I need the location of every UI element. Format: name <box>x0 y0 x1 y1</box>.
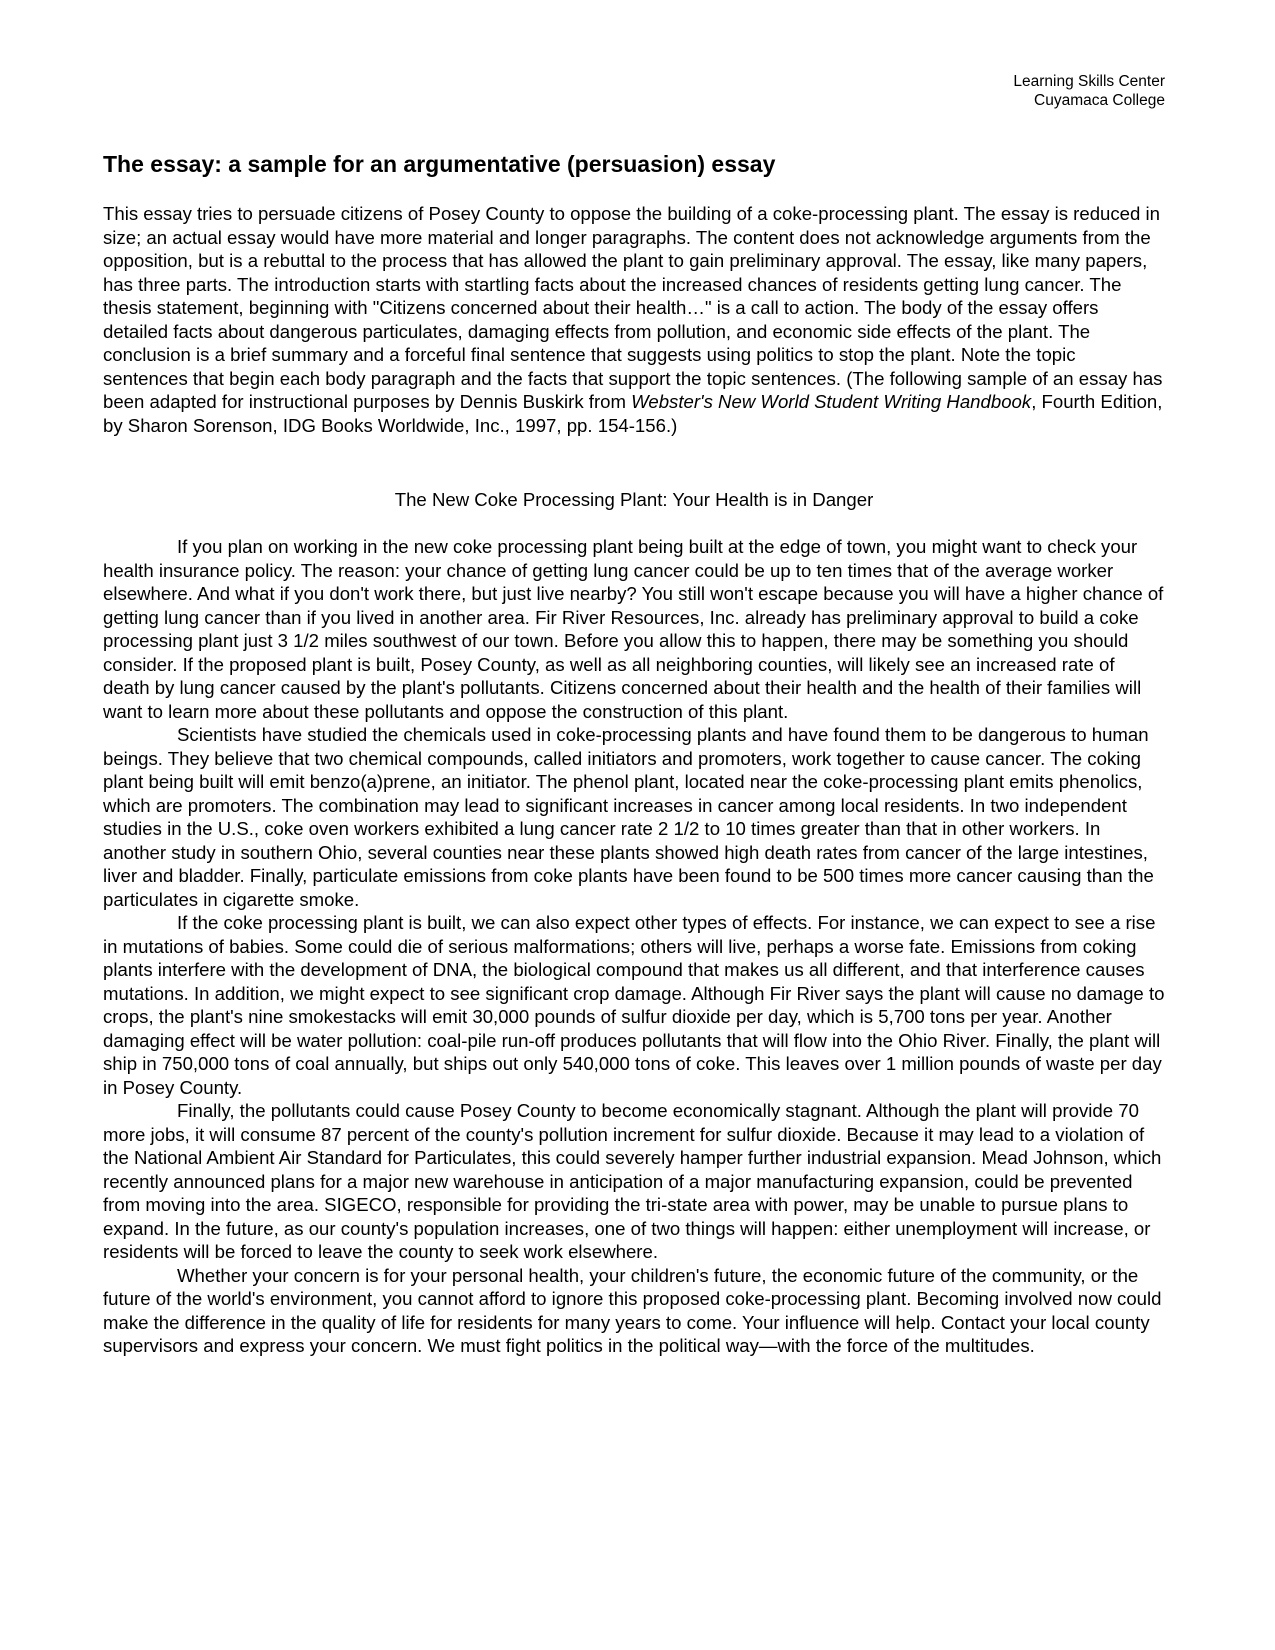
page-header <box>1013 72 1165 110</box>
essay-paragraph-conclusion: Whether your concern is for your personal health, your children's future, the economic future of the community, or the future of the world's environment, you cannot afford to ignore this proposed coke-processing plant. Becoming involved now could make the difference in the quality of life for residents for many years to come. Your influence will help. Contact your local county supervisors and express your concern. We must fight politics in the political way—with the force of the multitudes. <box>103 1264 1162 1356</box>
essay-title: The New Coke Processing Plant: Your Health is in Danger <box>394 489 874 510</box>
essay-paragraph-introduction: If you plan on working in the new coke processing plant being built at the edge of town, you might want to check your health insurance policy. The reason: your chance of getting lung cancer could be up to ten times that of the average worker elsewhere. And what if you don't work there, but just live nearby? You still won't escape because you will have a higher chance of getting lung cancer than if you lived in another area. Fir River Resources, Inc. already has preliminary approval to build a coke processing plant just 3 1/2 miles southwest of our town. Before you allow this to happen, there may be something you should consider. If the proposed plant is built, Posey County, as well as all neighboring counties, will likely see an increased rate of death by lung cancer caused by the plant's pollutants. Citizens concerned about their health and the health of their families will want to learn more about these pollutants and oppose the construction of this plant. <box>103 536 1164 722</box>
document-title: The essay: a sample for an argumentative (persuasion) essay <box>103 151 776 177</box>
essay-paragraph-other-effects: If the coke processing plant is built, we can also expect other types of effects. For instance, we can expect to see a rise in mutations of babies. Some could die of serious malformations; others will live, perhaps a worse fate. Emissions from coking plants interfere with the development of DNA, the biological compound that makes us all different, and that interference causes mutations. In addition, we might expect to see significant crop damage. Although Fir River says the plant will cause no damage to crops, the plant's nine smokestacks will emit 30,000 pounds of sulfur dioxide per day, which is 5,700 tons per year. Another damaging effect will be water pollution: coal-pile run-off produces pollutants that will flow into the Ohio River. Finally, the plant will ship in 750,000 tons of coal annually, but ships out only 540,000 tons of coke. This leaves over 1 million pounds of waste per day in Posey County. <box>103 912 1165 1098</box>
intro-text-part2: , Fourth Edition, by Sharon Sorenson, IDG Books Worldwide, Inc., 1997, pp. 154-156.) <box>103 391 1163 436</box>
essay-body <box>103 535 1165 1358</box>
header-college: Cuyamaca College <box>1034 92 1165 109</box>
intro-text-part1: This essay tries to persuade citizens of Posey County to oppose the building of a coke-processing plant. The essay is reduced in size; an actual essay would have more material and longer paragraphs. The content does not acknowledge arguments from the opposition, but is a rebuttal to the process that has allowed the plant to gain preliminary approval. The essay, like many papers, has three parts. The introduction starts with startling facts about the increased chances of residents getting lung cancer. The thesis statement, beginning with "Citizens concerned about their health…" is a call to action. The body of the essay offers detailed facts about dangerous particulates, damaging effects from pollution, and economic side effects of the plant. The conclusion is a brief summary and a forceful final sentence that suggests using politics to stop the plant. Note the topic sentences that begin each body paragraph and the facts that support the topic sentences. (The following sample of an essay has been adapted for instructional purposes by Dennis Buskirk from <box>103 203 1163 412</box>
intro-paragraph <box>103 202 1165 437</box>
header-department: Learning Skills Center <box>1013 73 1165 90</box>
essay-paragraph-scientific-evidence: Scientists have studied the chemicals used in coke-processing plants and have found them to be dangerous to human beings. They believe that two chemical compounds, called initiators and promoters, work together to cause cancer. The coking plant being built will emit benzo(a)prene, an initiator. The phenol plant, located near the coke-processing plant emits phenolics, which are promoters. The combination may lead to significant increases in cancer among local residents. In two independent studies in the U.S., coke oven workers exhibited a lung cancer rate 2 1/2 to 10 times greater than that in other workers. In another study in southern Ohio, several counties near these plants showed high death rates from cancer of the large intestines, liver and bladder. Finally, particulate emissions from coke plants have been found to be 500 times more cancer causing than the particulates in cigarette smoke. <box>103 724 1154 910</box>
book-title: Webster's New World Student Writing Handbook <box>631 391 1032 412</box>
essay-paragraph-economic-effects: Finally, the pollutants could cause Posey County to become economically stagnant. Although the plant will provide 70 more jobs, it will consume 87 percent of the county's pollution increment for sulfur dioxide. Because it may lead to a violation of the National Ambient Air Standard for Particulates, this could severely hamper further industrial expansion. Mead Johnson, which recently announced plans for a major new warehouse in anticipation of a major manufacturing expansion, could be prevented from moving into the area. SIGECO, responsible for providing the tri-state area with power, may be unable to pursue plans to expand. In the future, as our county's population increases, one of two things will happen: either unemployment will increase, or residents will be forced to leave the county to seek work elsewhere. <box>103 1100 1162 1262</box>
